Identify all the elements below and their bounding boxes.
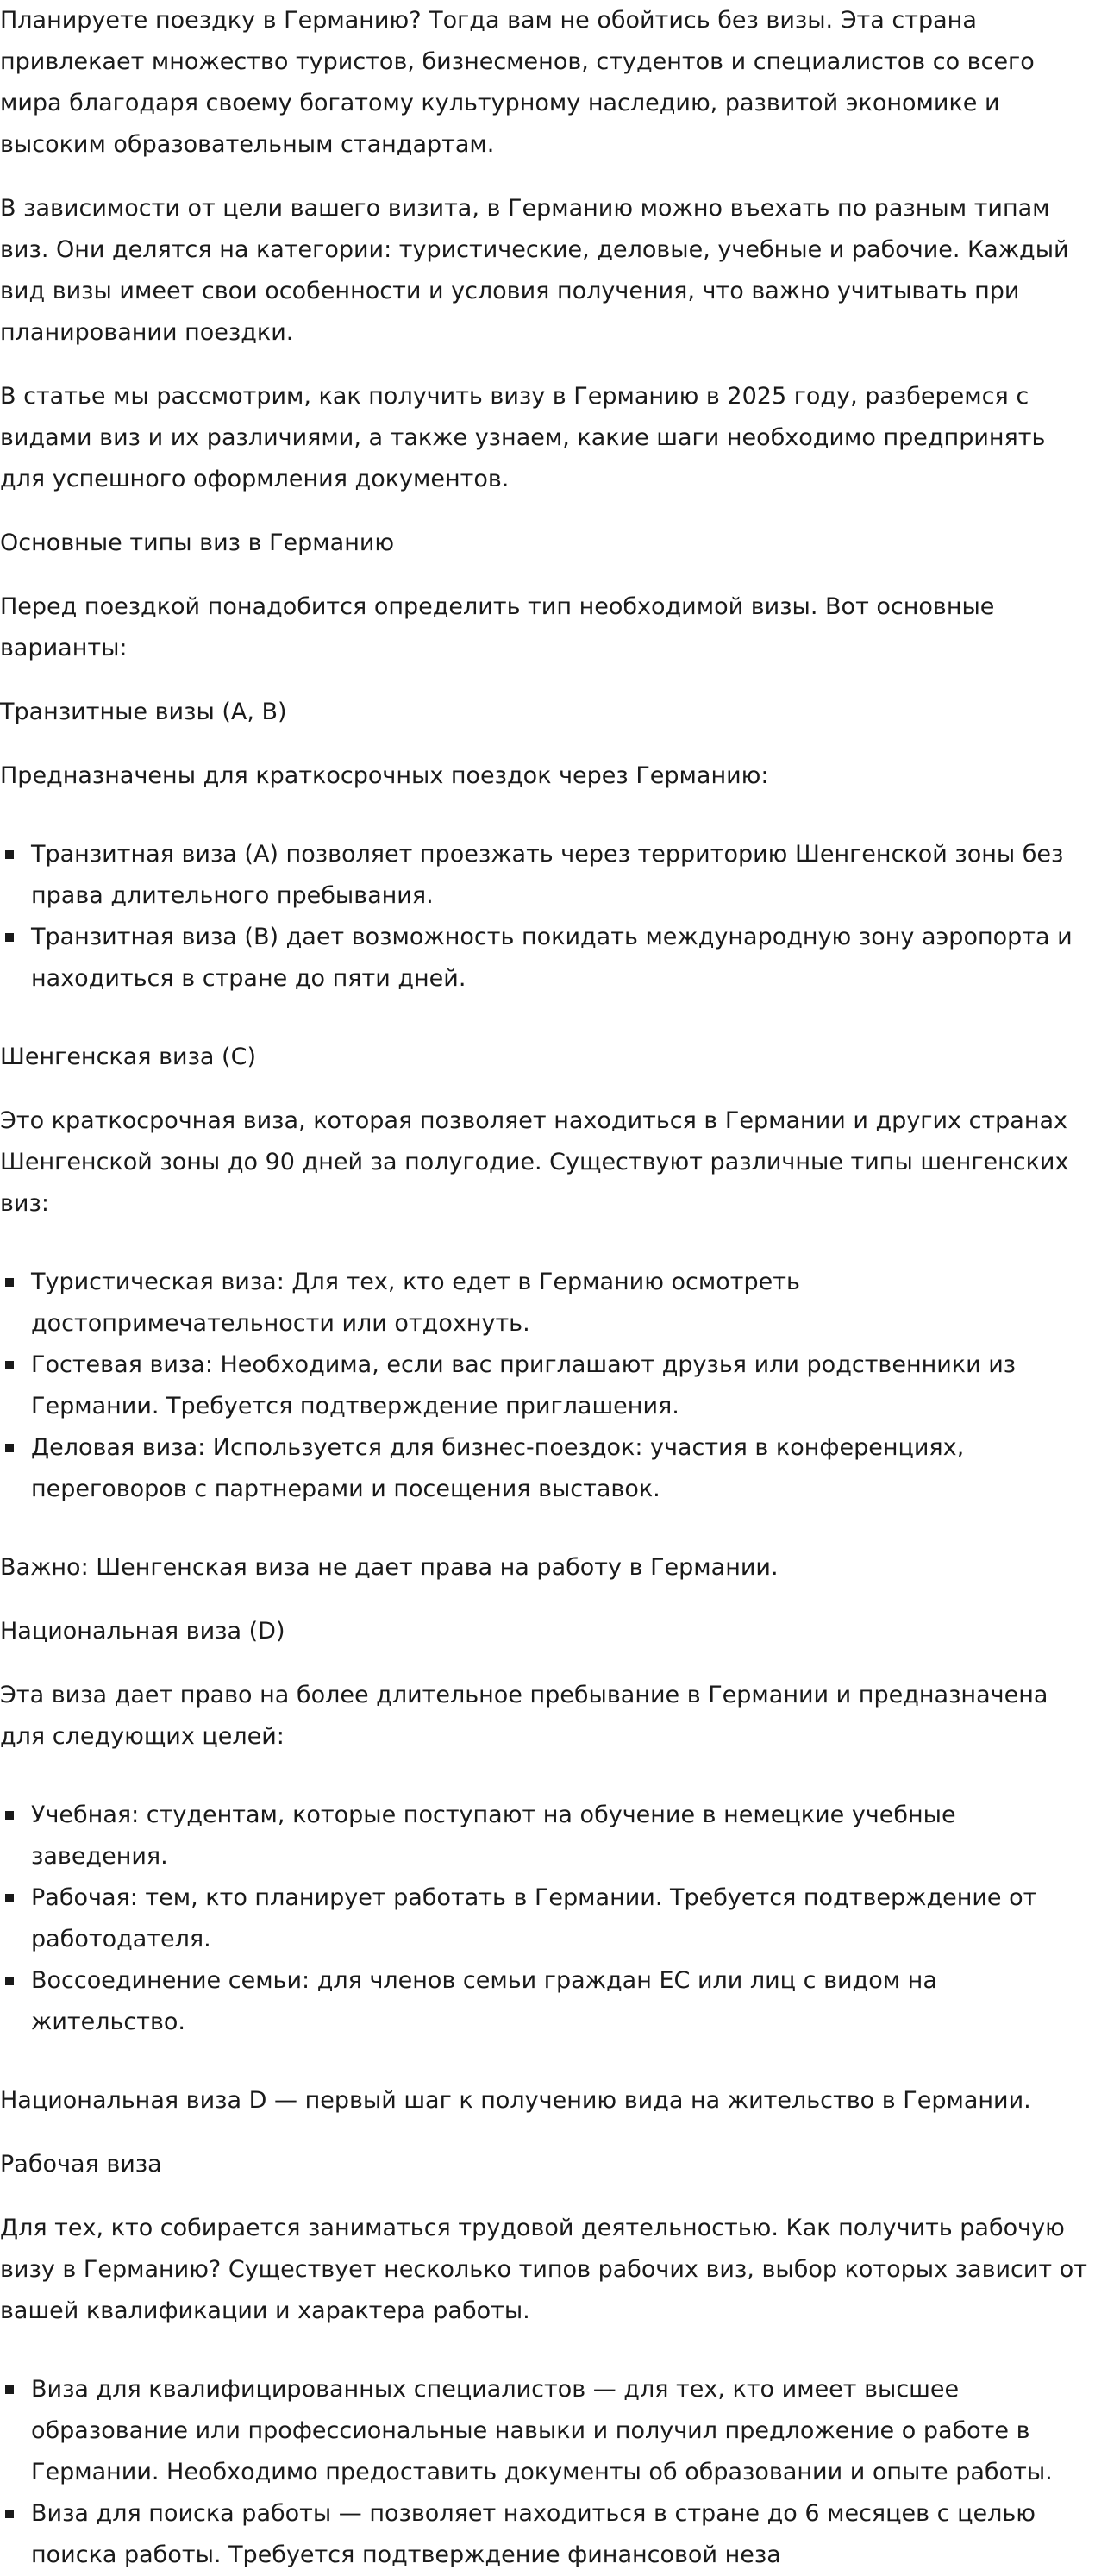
schengen-note: Важно: Шенгенская виза не дает права на работу в Германии. [0, 1554, 779, 1581]
bullet-icon [5, 850, 14, 859]
list-item: Виза для квалифицированных специалистов — для тех, кто имеет высшее образование или профессиональные навыки и получил предложение о работе в Германии. Необходимо предоставить документы об образовании и опыте работы. [0, 2369, 1095, 2493]
list-item: Транзитная виза (B) дает возможность покидать международную зону аэропорта и находиться в стране до пяти дней. [0, 917, 1095, 1000]
bullet-icon [5, 1361, 14, 1369]
transit-intro: Предназначены для краткосрочных поездок через Германию: [0, 762, 769, 789]
work-intro: Для тех, кто собирается заниматься трудовой деятельностью. Как получить рабочую визу в Германию? Существует несколько типов рабочих виз, выбор которых зависит от вашей квалификации и характера работы. [0, 2215, 1087, 2324]
list-item: Деловая виза: Используется для бизнес-поездок: участия в конференциях, переговоров с партнерами и посещения выставок. [0, 1427, 1095, 1510]
intro-paragraph-1: Планируете поездку в Германию? Тогда вам не обойтись без визы. Эта страна привлекает множество туристов, бизнесменов, студентов и специалистов со всего мира благодаря своему богатому культурному наследию, развитой экономике и высоким образовательным стандартам. [0, 7, 1035, 158]
list-item: Воссоединение семьи: для членов семьи граждан ЕС или лиц с видом на жительство. [0, 1960, 1095, 2043]
bullet-icon [5, 1811, 14, 1820]
section-heading-visa-types: Основные типы виз в Германию [0, 530, 395, 556]
schengen-heading: Шенгенская виза (C) [0, 1044, 256, 1070]
schengen-list [0, 1262, 1095, 1510]
visa-types-intro: Перед поездкой понадобится определить тип необходимой визы. Вот основные варианты: [0, 593, 995, 661]
bullet-icon [5, 1278, 14, 1287]
bullet-icon [5, 1977, 14, 1985]
national-list [0, 1795, 1095, 2043]
bullet-icon [5, 2510, 14, 2518]
work-heading: Рабочая виза [0, 2151, 162, 2178]
list-item: Гостевая виза: Необходима, если вас приглашают друзья или родственники из Германии. Требуется подтверждение приглашения. [0, 1344, 1095, 1427]
work-list [0, 2369, 1095, 2576]
bullet-icon [5, 2385, 14, 2394]
national-note: Национальная виза D — первый шаг к получению вида на жительство в Германии. [0, 2087, 1031, 2114]
transit-heading: Транзитные визы (A, B) [0, 699, 287, 725]
list-item: Рабочая: тем, кто планирует работать в Германии. Требуется подтверждение от работодателя. [0, 1877, 1095, 1960]
list-item: Виза для поиска работы — позволяет находиться в стране до 6 месяцев с целью поиска работы. Требуется подтверждение финансовой неза [0, 2493, 1095, 2576]
bullet-icon [5, 1444, 14, 1452]
bullet-icon [5, 933, 14, 942]
intro-paragraph-2: В зависимости от цели вашего визита, в Германию можно въехать по разным типам виз. Они делятся на категории: туристические, деловые, учебные и рабочие. Каждый вид визы имеет свои особенности и условия получения, что важно учитывать при планировании поездки. [0, 195, 1069, 346]
transit-list [0, 834, 1095, 1000]
national-heading: Национальная виза (D) [0, 1618, 285, 1645]
national-intro: Эта виза дает право на более длительное пребывание в Германии и предназначена для следующих целей: [0, 1682, 1048, 1750]
bullet-icon [5, 1894, 14, 1902]
list-item: Туристическая виза: Для тех, кто едет в Германию осмотреть достопримечательности или отдохнуть. [0, 1262, 1095, 1344]
list-item: Учебная: студентам, которые поступают на обучение в немецкие учебные заведения. [0, 1795, 1095, 1877]
list-item: Транзитная виза (А) позволяет проезжать через территорию Шенгенской зоны без права длительного пребывания. [0, 834, 1095, 917]
intro-paragraph-3: В статье мы рассмотрим, как получить визу в Германию в 2025 году, разберемся с видами виз и их различиями, а также узнаем, какие шаги необходимо предпринять для успешного оформления документов. [0, 383, 1046, 492]
schengen-intro: Это краткосрочная виза, которая позволяет находиться в Германии и других странах Шенгенской зоны до 90 дней за полугодие. Существуют различные типы шенгенских виз: [0, 1107, 1069, 1217]
